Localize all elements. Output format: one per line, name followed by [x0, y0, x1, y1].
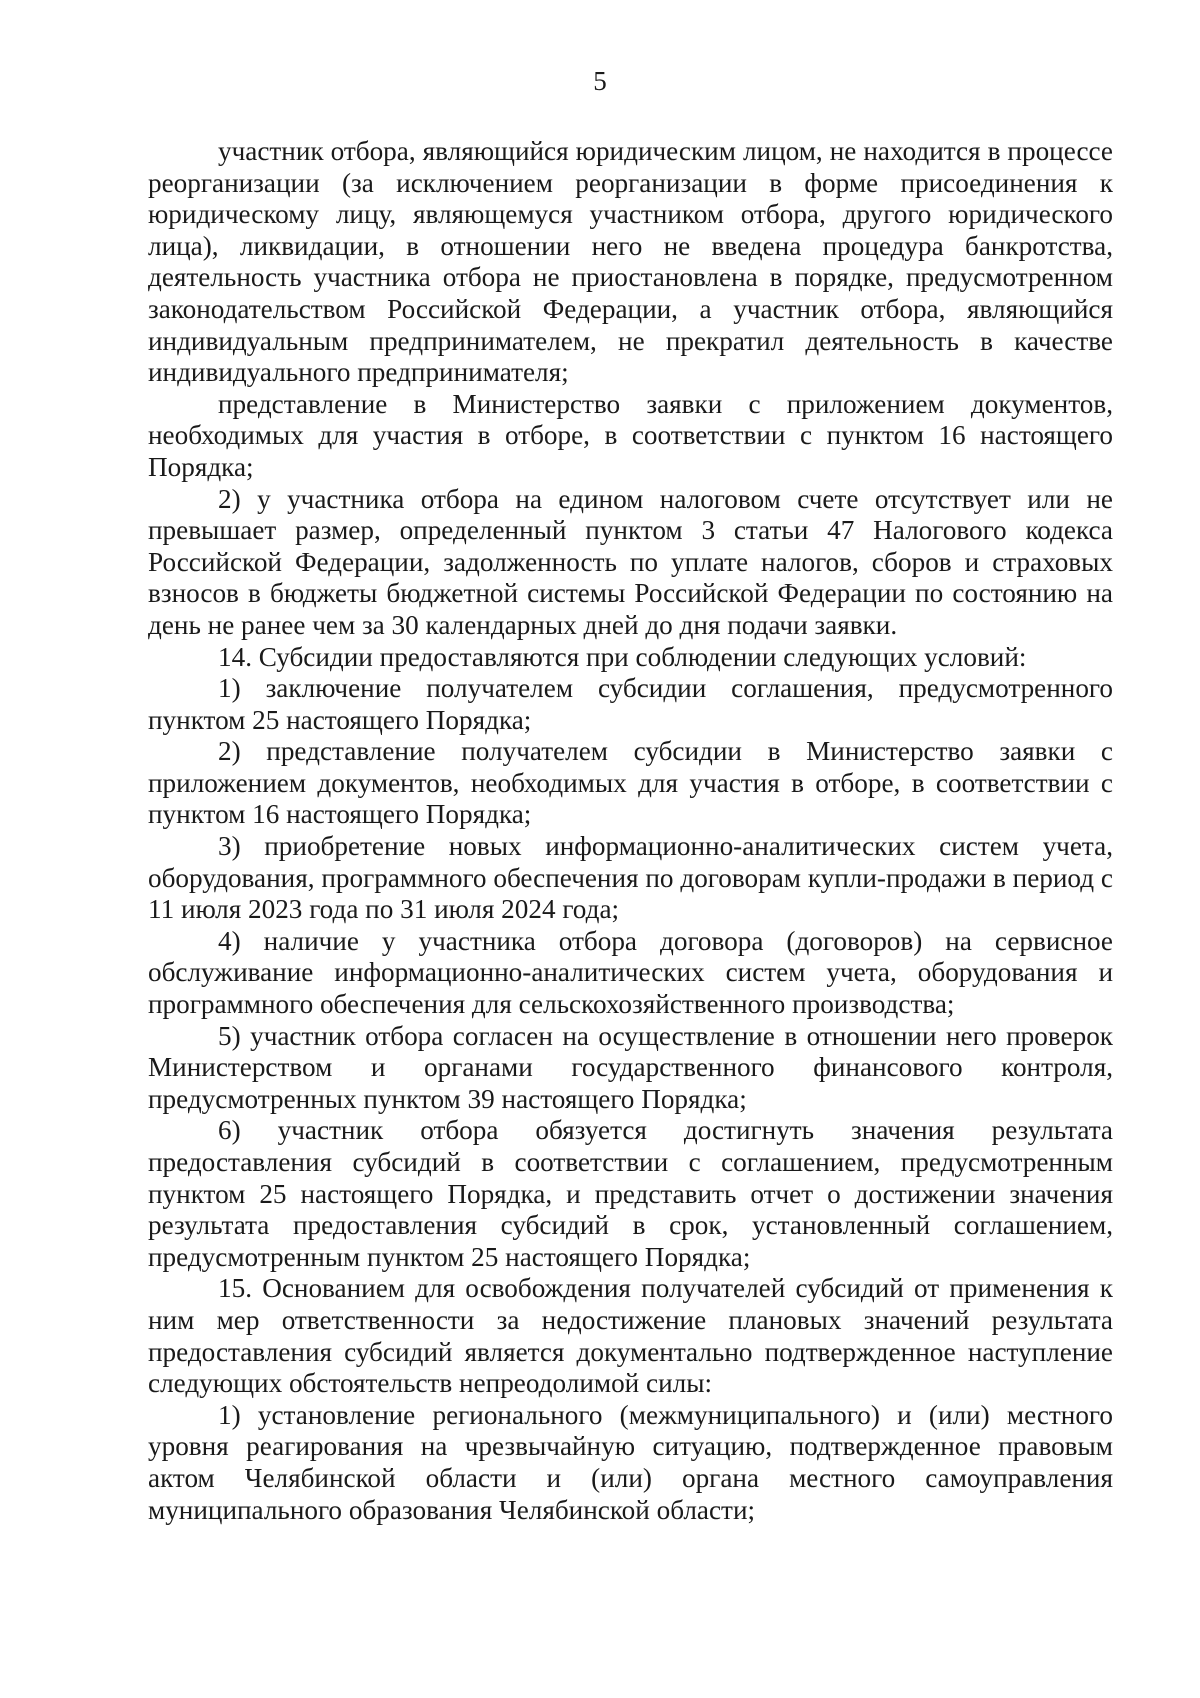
page-number: 5 — [593, 66, 607, 96]
paragraph-tax-debt: 2) у участника отбора на едином налоговом счете отсутствует или не превышает размер, определенный пунктом 3 статьи 47 Налогового кодекса Российской Федерации, задолженность по уплате налогов, сборов и страховых взносов в бюджеты бюджетной системы Российской Федерации по состоянию на день не ранее чем за 30 календарных дней до дня подачи заявки. — [148, 483, 1113, 640]
paragraph-application-submission: представление в Министерство заявки с приложением документов, необходимых для участия в отборе, в соответствии с пунктом 16 настоящего Порядка; — [148, 388, 1113, 482]
paragraph-legal-entity-status: участник отбора, являющийся юридическим лицом, не находится в процессе реорганизации (за исключением реорганизации в форме присоединения к юридическому лицу, являющемуся участником отбора, другого юридического лица), ликвидации, в отношении него не введена процедура банкротства, деятельность участника отбора не приостановлена в порядке, предусмотренном законодательством Российской Федерации, а участник отбора, являющийся индивидуальным предпринимателем, не прекратил деятельность в качестве индивидуального предпринимателя; — [148, 136, 1113, 388]
paragraph-14-item-2: 2) представление получателем субсидии в Министерство заявки с приложением документов, необходимых для участия в отборе, в соответствии с пунктом 16 настоящего Порядка; — [148, 736, 1113, 830]
paragraph-14-item-6: 6) участник отбора обязуется достигнуть значения результата предоставления субсидий в соответствии с соглашением, предусмотренным пунктом 25 настоящего Порядка, и представить отчет о достижении значения результата предоставления субсидий в срок, установленный соглашением, предусмотренным пунктом 25 настоящего Порядка; — [148, 1115, 1113, 1272]
paragraph-14-item-1: 1) заключение получателем субсидии соглашения, предусмотренного пунктом 25 настоящего Порядка; — [148, 673, 1113, 735]
paragraph-14-item-5: 5) участник отбора согласен на осуществление в отношении него проверок Министерством и органами государственного финансового контроля, предусмотренных пунктом 39 настоящего Порядка; — [148, 1020, 1113, 1114]
paragraph-14-item-4: 4) наличие у участника отбора договора (договоров) на сервисное обслуживание информационно-аналитических систем учета, оборудования и программного обеспечения для сельскохозяйственного производства; — [148, 925, 1113, 1020]
paragraph-15-item-1: 1) установление регионального (межмуниципального) и (или) местного уровня реагирования на чрезвычайную ситуацию, подтвержденное правовым актом Челябинской области и (или) органа местного самоуправления муниципального образования Челябинской области; — [148, 1399, 1113, 1525]
paragraph-14-heading: 14. Субсидии предоставляются при соблюдении следующих условий: — [218, 641, 1027, 672]
document-body — [148, 136, 1113, 1526]
paragraph-14-item-3: 3) приобретение новых информационно-аналитических систем учета, оборудования, программного обеспечения по договорам купли-продажи в период с 11 июля 2023 года по 31 июля 2024 года; — [148, 831, 1113, 925]
paragraph-15-heading: 15. Основанием для освобождения получателей субсидий от применения к ним мер ответственности за недостижение плановых значений результата предоставления субсидий является документально подтвержденное наступление следующих обстоятельств непреодолимой силы: — [148, 1273, 1113, 1399]
